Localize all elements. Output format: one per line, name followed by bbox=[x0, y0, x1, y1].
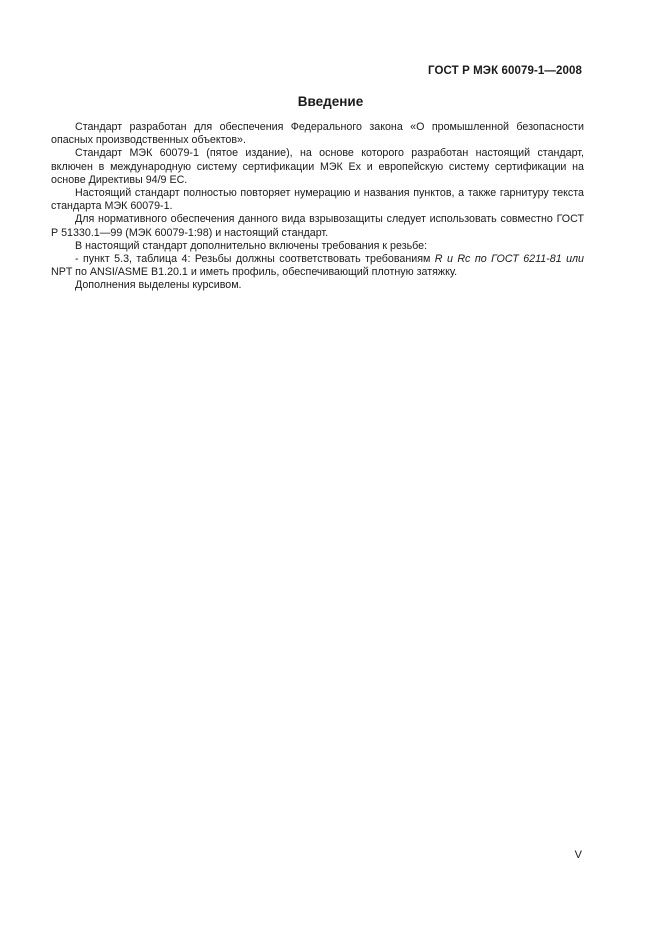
paragraph-thread-requirements-intro: В настоящий стандарт дополнительно включены требования к резьбе: bbox=[75, 239, 428, 252]
document-code-header: ГОСТ Р МЭК 60079-1—2008 bbox=[428, 65, 582, 77]
paragraph-numbering: Настоящий стандарт полностью повторяет нумерацию и названия пунктов, а также гарнитуру текста стандарта МЭК 60079-1. bbox=[51, 187, 584, 213]
introduction-body bbox=[51, 121, 584, 293]
section-title: Введение bbox=[297, 94, 364, 109]
paragraph-normative-support: Для нормативного обеспечения данного вида взрывозащиты следует использовать совместно ГОСТ Р 51330.1—99 (МЭК 60079-1:98) и настоящий стандарт. bbox=[51, 213, 584, 239]
paragraph-certification: Стандарт МЭК 60079-1 (пятое издание), на основе которого разработан настоящий стандарт, включен в международную систему сертификации МЭК Ех и европейскую систему сертификации на основе Директивы 94/9 ЕС. bbox=[51, 147, 584, 186]
paragraph-purpose: Стандарт разработан для обеспечения Федерального закона «О промышленной безопасности опасных производственных объектов». bbox=[51, 121, 584, 147]
thread-item-lead: - пункт 5.3, таблица 4: Резьбы должны соответствовать требованиям bbox=[75, 253, 435, 266]
paragraph-thread-requirement-item bbox=[51, 253, 584, 279]
page-number: V bbox=[574, 849, 582, 861]
thread-item-italic: R и Rc по ГОСТ 6211-81 или bbox=[434, 253, 584, 266]
thread-item-tail: NPT по ANSI/ASME B1.20.1 и иметь профиль, обеспечивающий плотную затяжку. bbox=[51, 266, 458, 279]
paragraph-italic-note: Дополнения выделены курсивом. bbox=[75, 279, 242, 292]
